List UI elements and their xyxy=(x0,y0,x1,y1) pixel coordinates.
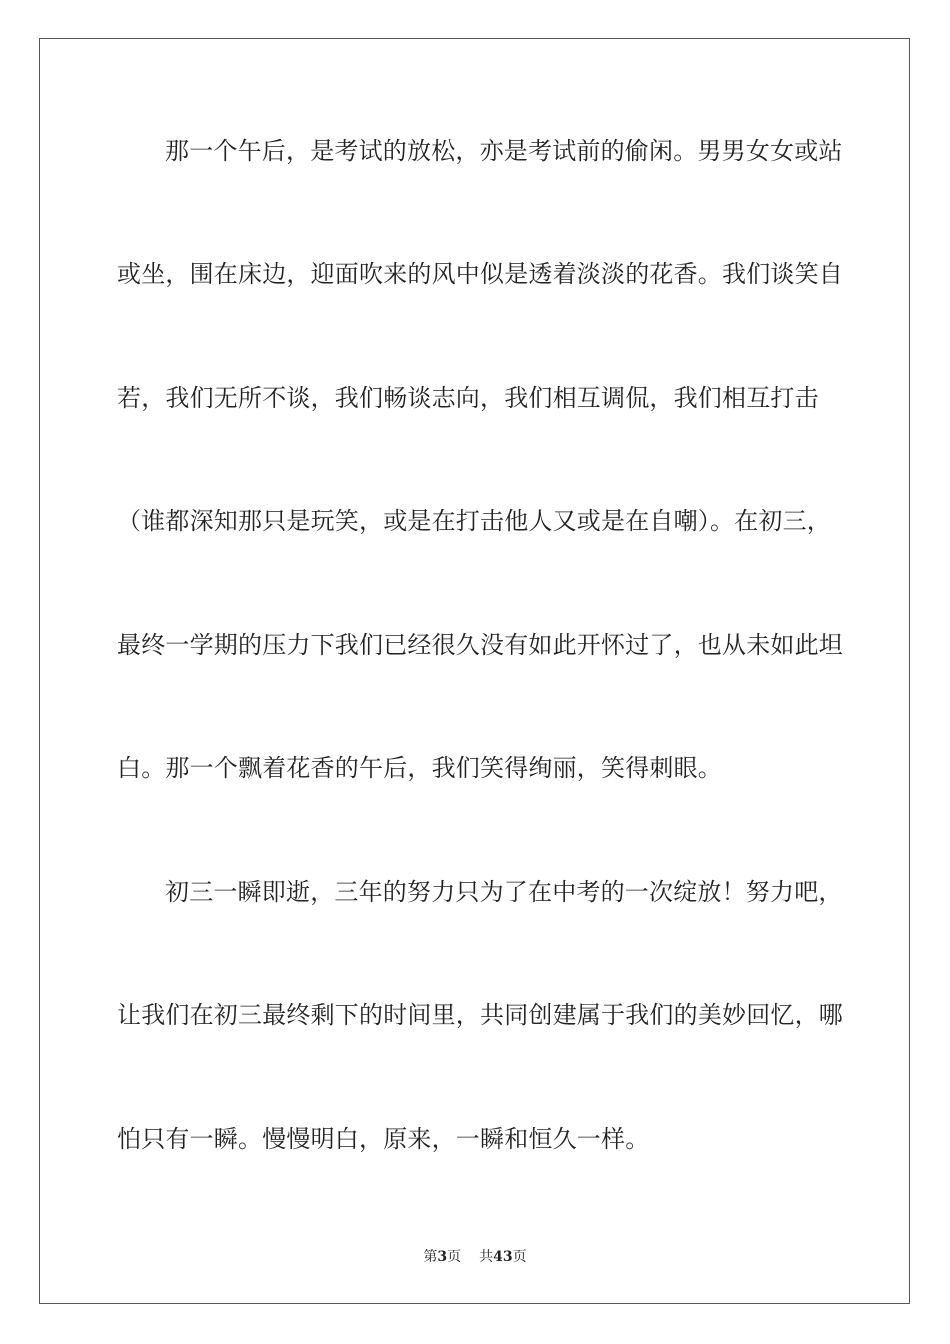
footer-total-pages: 43 xyxy=(493,1249,513,1265)
paragraph-1-line-6: 白。那一个飘着花香的午后，我们笑得绚丽，笑得刺眼。 xyxy=(117,754,722,782)
paragraph-2-line-2: 让我们在初三最终剩下的时间里，共同创建属于我们的美妙回忆，哪 xyxy=(117,1001,843,1029)
page-border xyxy=(39,38,910,1304)
paragraph-1-line-1: 那一个午后，是考试的放松，亦是考试前的偷闲。男男女女或站 xyxy=(165,137,843,165)
footer-total-suffix: 页 xyxy=(512,1249,527,1265)
paragraph-1-line-3: 若，我们无所不谈，我们畅谈志向，我们相互调侃，我们相互打击 xyxy=(117,384,819,412)
footer-total-prefix: 共 xyxy=(479,1249,494,1265)
paragraph-2-line-1: 初三一瞬即逝，三年的努力只为了在中考的一次绽放！努力吧， xyxy=(165,878,843,906)
paragraph-1-line-2: 或坐，围在床边，迎面吹来的风中似是透着淡淡的花香。我们谈笑自 xyxy=(117,260,843,288)
paragraph-2-line-3: 怕只有一瞬。慢慢明白，原来，一瞬和恒久一样。 xyxy=(117,1125,650,1153)
footer-page-suffix: 页 xyxy=(447,1249,462,1265)
paragraph-1-line-4: （谁都深知那只是玩笑，或是在打击他人又或是在自嘲）。在初三， xyxy=(117,507,831,535)
footer-page-number: 3 xyxy=(437,1249,448,1265)
paragraph-1-line-5: 最终一学期的压力下我们已经很久没有如此开怀过了，也从未如此坦 xyxy=(117,631,843,659)
footer-page-prefix: 第 xyxy=(423,1249,438,1265)
page-footer xyxy=(0,1248,950,1266)
